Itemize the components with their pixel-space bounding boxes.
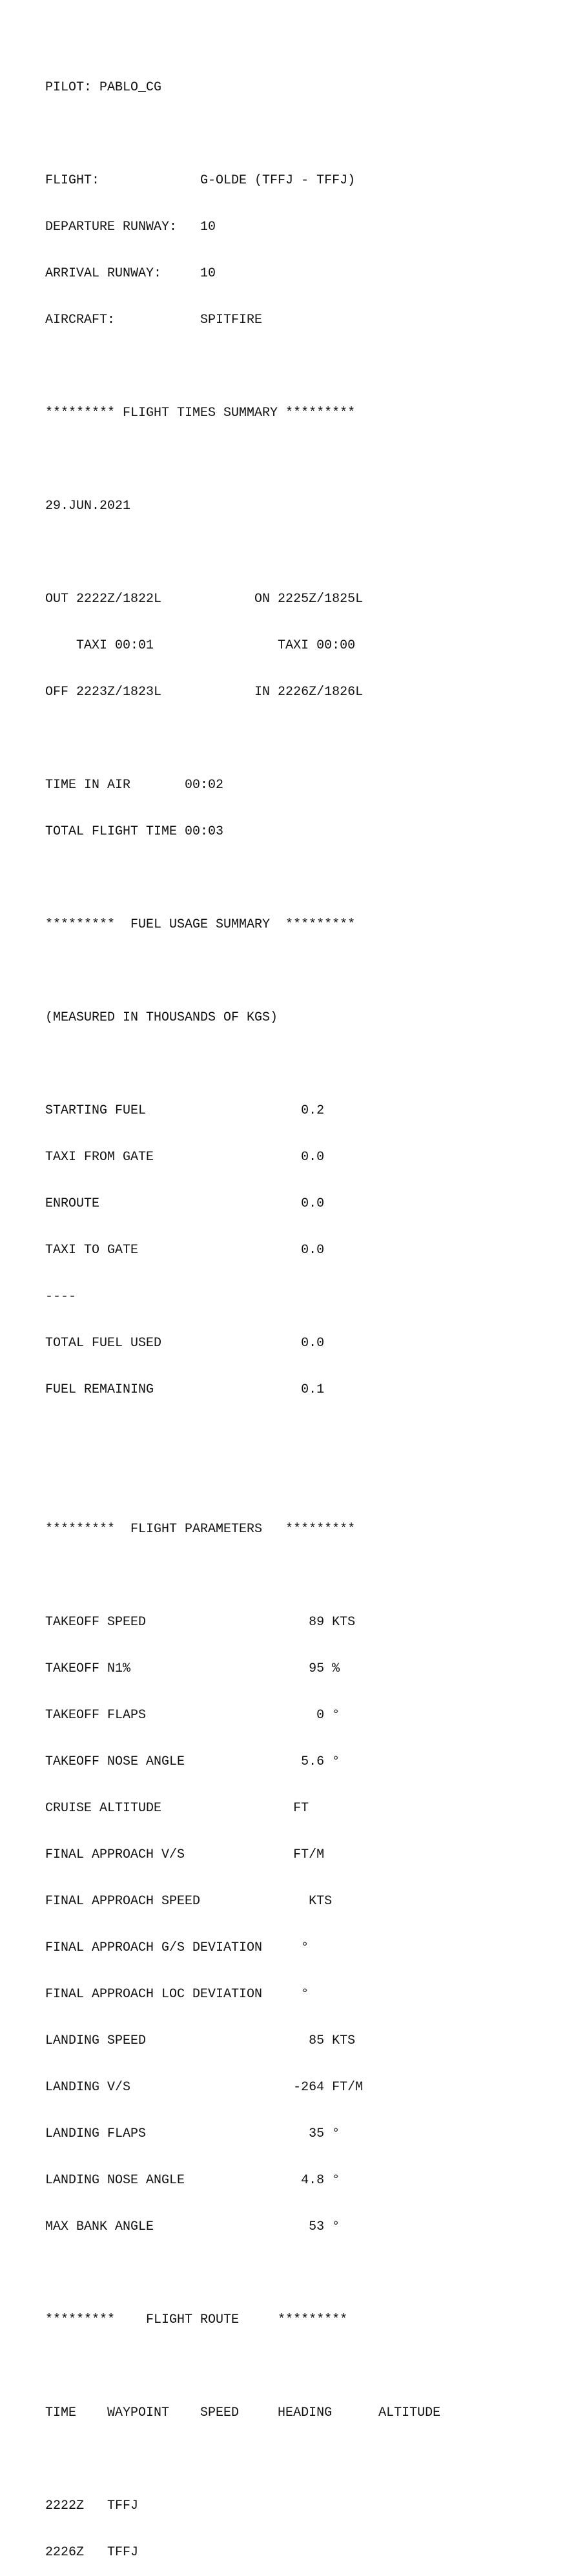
flight-report	[45, 49, 440, 2576]
departure-runway-line: DEPARTURE RUNWAY: 10	[45, 220, 216, 234]
total-flight-time-line: TOTAL FLIGHT TIME 00:03	[45, 824, 224, 839]
enroute-fuel-line: ENROUTE 0.0	[45, 1196, 325, 1211]
blank-line	[45, 2452, 440, 2467]
blank-line	[45, 1475, 440, 1491]
flight-parameters-heading: ********* FLIGHT PARAMETERS *********	[45, 1522, 356, 1537]
out-on-times-line: OUT 2222Z/1822L ON 2225Z/1825L	[45, 592, 364, 607]
takeoff-n1-line: TAKEOFF N1% 95 %	[45, 1661, 340, 1676]
starting-fuel-line: STARTING FUEL 0.2	[45, 1103, 325, 1118]
takeoff-nose-angle-line: TAKEOFF NOSE ANGLE 5.6 °	[45, 1754, 340, 1769]
off-in-times-line: OFF 2223Z/1823L IN 2226Z/1826L	[45, 685, 364, 700]
taxi-from-gate-fuel-line: TAXI FROM GATE 0.0	[45, 1150, 325, 1165]
blank-line	[45, 545, 440, 561]
final-approach-vs-line: FINAL APPROACH V/S FT/M	[45, 1847, 325, 1862]
aircraft-line: AIRCRAFT: SPITFIRE	[45, 313, 263, 327]
landing-nose-angle-line: LANDING NOSE ANGLE 4.8 °	[45, 2173, 340, 2188]
blank-line	[45, 2266, 440, 2281]
total-fuel-used-line: TOTAL FUEL USED 0.0	[45, 1336, 325, 1351]
blank-line	[45, 871, 440, 886]
landing-flaps-line: LANDING FLAPS 35 °	[45, 2126, 340, 2141]
blank-line	[45, 2359, 440, 2374]
max-bank-angle-line: MAX BANK ANGLE 53 °	[45, 2219, 340, 2234]
blank-line	[45, 452, 440, 468]
taxi-to-gate-fuel-line: TAXI TO GATE 0.0	[45, 1243, 325, 1258]
flight-route-heading: ********* FLIGHT ROUTE *********	[45, 2312, 348, 2327]
takeoff-speed-line: TAKEOFF SPEED 89 KTS	[45, 1615, 356, 1630]
fuel-units-note: (MEASURED IN THOUSANDS OF KGS)	[45, 1010, 278, 1025]
pilot-line: PILOT: PABLO_CG	[45, 80, 162, 95]
route-table-header: TIME WAYPOINT SPEED HEADING ALTITUDE	[45, 2405, 441, 2420]
blank-line	[45, 964, 440, 979]
blank-line	[45, 1057, 440, 1072]
fuel-remaining-line: FUEL REMAINING 0.1	[45, 1382, 325, 1397]
flight-times-heading: ********* FLIGHT TIMES SUMMARY *********	[45, 406, 356, 421]
flight-line: FLIGHT: G-OLDE (TFFJ - TFFJ)	[45, 173, 356, 188]
blank-line	[45, 127, 440, 142]
blank-line	[45, 731, 440, 747]
landing-speed-line: LANDING SPEED 85 KTS	[45, 2033, 356, 2048]
flight-date: 29.JUN.2021	[45, 499, 131, 514]
blank-line	[45, 359, 440, 375]
route-table-row: 2226Z TFFJ	[45, 2545, 139, 2560]
taxi-times-line: TAXI 00:01 TAXI 00:00	[45, 638, 356, 653]
blank-line	[45, 1429, 440, 1444]
time-in-air-line: TIME IN AIR 00:02	[45, 778, 224, 793]
final-approach-loc-deviation-line: FINAL APPROACH LOC DEVIATION °	[45, 1987, 309, 2002]
landing-vs-line: LANDING V/S -264 FT/M	[45, 2080, 364, 2095]
takeoff-flaps-line: TAKEOFF FLAPS 0 °	[45, 1708, 340, 1723]
arrival-runway-line: ARRIVAL RUNWAY: 10	[45, 266, 216, 281]
blank-line	[45, 1568, 440, 1584]
fuel-usage-heading: ********* FUEL USAGE SUMMARY *********	[45, 917, 356, 932]
separator-line: ----	[45, 1289, 77, 1304]
cruise-altitude-line: CRUISE ALTITUDE FT	[45, 1801, 309, 1816]
route-table-row: 2222Z TFFJ	[45, 2498, 139, 2513]
final-approach-gs-deviation-line: FINAL APPROACH G/S DEVIATION °	[45, 1940, 309, 1955]
final-approach-speed-line: FINAL APPROACH SPEED KTS	[45, 1894, 333, 1909]
